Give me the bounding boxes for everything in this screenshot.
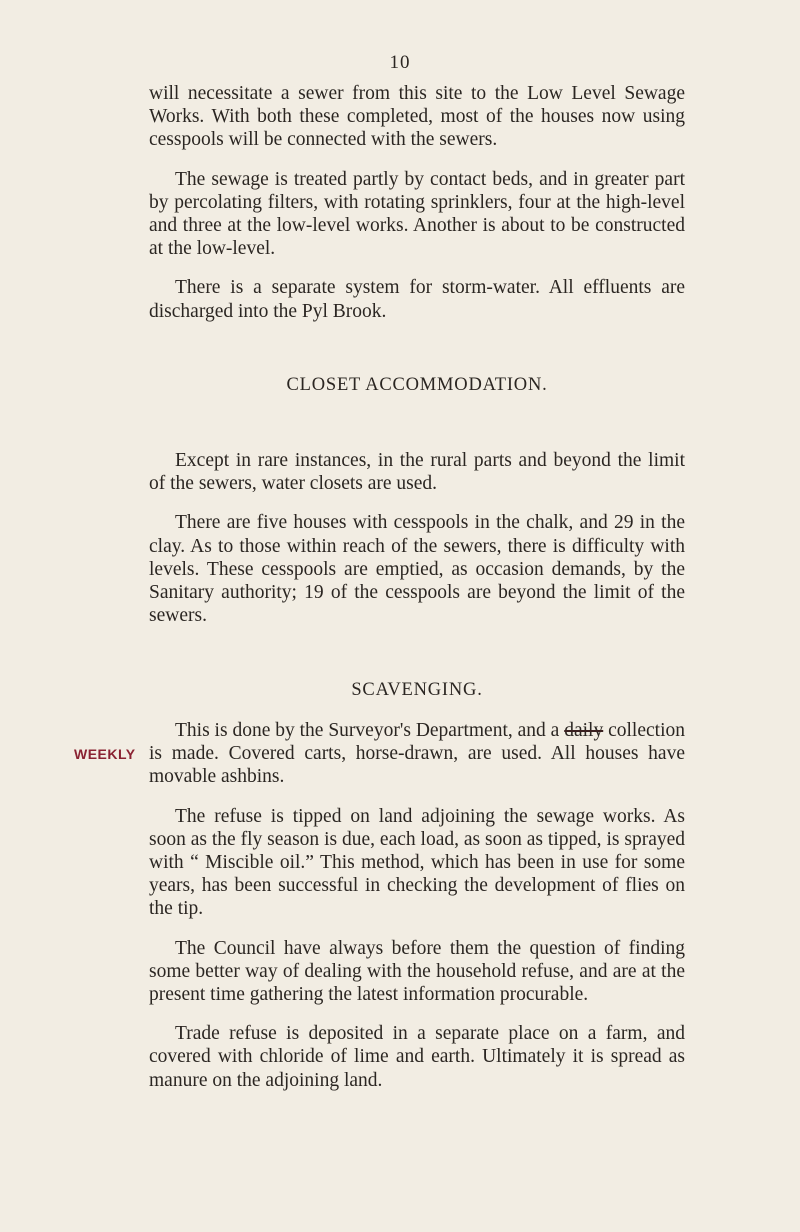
- paragraph: There is a separate system for storm-water. All effluents are discharged into the Pyl Brook.: [149, 277, 685, 322]
- paragraph-rest: collection is made. Covered carts, horse-drawn, are used. All houses have movable ashbins.: [149, 720, 685, 788]
- paragraph: The Council have always before them the question of finding some better way of dealing with the household refuse, and are at the present time gathering the latest information procurable.: [149, 937, 685, 1006]
- paragraph: Except in rare instances, in the rural parts and beyond the limit of the sewers, water closets are used.: [149, 450, 685, 495]
- intro-paragraphs: [149, 82, 685, 339]
- section-heading-closet-accommodation: CLOSET ACCOMMODATION.: [286, 375, 548, 395]
- scavenging-paragraphs: [149, 719, 685, 1108]
- handwritten-margin-note: WEEKLY: [74, 746, 136, 762]
- paragraph: [149, 719, 685, 789]
- paragraph: The sewage is treated partly by contact beds, and in greater part by percolating filters, with rotating sprinklers, four at the high-level and three at the low-level works. Another is about to be constructed at the low-level.: [149, 168, 685, 260]
- paragraph: will necessitate a sewer from this site to the Low Level Sewage Works. With both these completed, most of the houses now using cesspools will be connected with the sewers.: [149, 83, 685, 151]
- paragraph: Trade refuse is deposited in a separate place on a farm, and covered with chloride of lime and earth. Ultimately it is spread as manure on the adjoining land.: [149, 1023, 685, 1091]
- paragraph-start: This is done by the Surveyor's Department, and a: [175, 720, 560, 741]
- section-heading-scavenging: SCAVENGING.: [351, 680, 483, 700]
- paragraph: The refuse is tipped on land adjoining the sewage works. As soon as the fly season is due, each load, as soon as tipped, is sprayed with “ Miscible oil.” This method, which has been in use for some years, has been successful in checking the development of flies on the tip.: [149, 805, 685, 920]
- closet-paragraphs: [149, 449, 685, 643]
- paragraph: There are five houses with cesspools in the chalk, and 29 in the clay. As to those within reach of the sewers, there is difficulty with levels. These cesspools are emptied, as occasion demands, by the Sanitary authority; 19 of the cesspools are beyond the limit of the sewers.: [149, 512, 685, 627]
- page-number: 10: [389, 52, 411, 73]
- struck-word: daily: [564, 720, 604, 741]
